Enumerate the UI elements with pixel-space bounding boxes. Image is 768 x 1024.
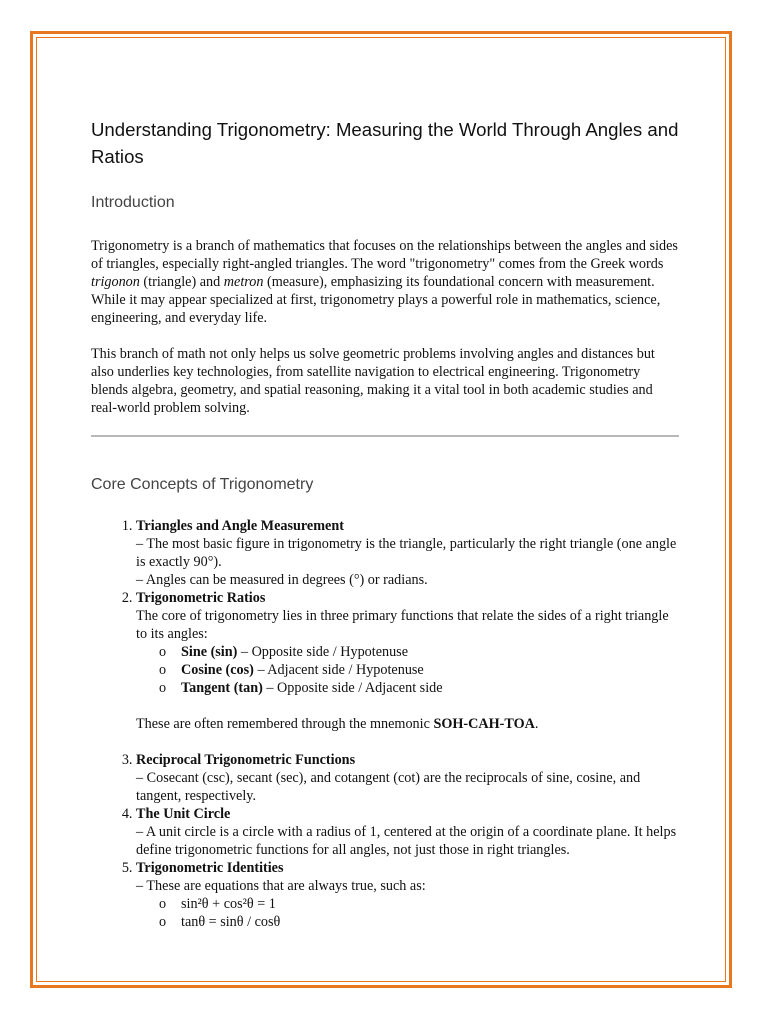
item-text: – The most basic figure in trigonometry is the triangle, particularly the right triangle (one angle is exactly 90°). — [136, 536, 677, 570]
core-concepts-list — [91, 517, 679, 931]
ratio-name: Sine (sin) — [181, 644, 238, 660]
document-body — [91, 116, 679, 931]
mnemonic-paragraph — [136, 715, 679, 733]
identities-list — [136, 895, 679, 931]
ratio-definition: – Opposite side / Hypotenuse — [237, 644, 408, 660]
item-text: The core of trigonometry lies in three primary functions that relate the sides of a right triangle to its angles: — [136, 608, 669, 642]
mnemonic-period: . — [534, 716, 539, 732]
mnemonic-text: These are often remembered through the mnemonic — [136, 716, 434, 732]
ratio-item — [159, 661, 679, 679]
ratio-name: Tangent (tan) — [181, 680, 263, 696]
list-item — [136, 517, 679, 589]
item-title: Reciprocal Trigonometric Functions — [136, 752, 356, 768]
intro-p1-em-metron: metron — [223, 274, 264, 290]
section-divider — [91, 435, 679, 437]
bullet-marker: o — [159, 680, 167, 696]
identity-item — [159, 895, 679, 913]
bullet-marker: o — [159, 896, 167, 912]
intro-p1-text-b: (triangle) and — [139, 274, 224, 290]
item-title: The Unit Circle — [136, 806, 231, 822]
intro-paragraph-2: This branch of math not only helps us solve geometric problems involving angles and distances but also underlies key technologies, from satellite navigation to electrical engineering. Trigonometry blends algebra, geometry, and spatial reasoning, making it a vital tool in both academic studies and real-world problem solving. — [91, 346, 655, 416]
document-title: Understanding Trigonometry: Measuring the World Through Angles and Ratios — [91, 119, 679, 167]
list-item — [136, 859, 679, 931]
core-concepts-heading: Core Concepts of Trigonometry — [91, 476, 314, 493]
list-item — [136, 589, 679, 733]
intro-p1-em-trigonon: trigonon — [91, 274, 140, 290]
list-item — [136, 805, 679, 859]
bullet-marker: o — [159, 644, 167, 660]
ratio-definition: – Opposite side / Adjacent side — [262, 680, 443, 696]
ratios-list — [136, 643, 679, 697]
ratio-name: Cosine (cos) — [181, 662, 254, 678]
item-text: – Cosecant (csc), secant (sec), and cotangent (cot) are the reciprocals of sine, cosine, and tangent, respectively. — [136, 770, 641, 804]
item-title: Trigonometric Ratios — [136, 590, 266, 606]
identity-text: tanθ = sinθ / cosθ — [181, 914, 281, 930]
introduction-heading: Introduction — [91, 194, 175, 211]
identity-item — [159, 913, 679, 931]
list-item — [136, 751, 679, 805]
identity-text: sin²θ + cos²θ = 1 — [181, 896, 276, 912]
bullet-marker: o — [159, 914, 167, 930]
ratio-item — [159, 679, 679, 697]
item-title: Trigonometric Identities — [136, 860, 284, 876]
ratio-definition: – Adjacent side / Hypotenuse — [253, 662, 424, 678]
item-text: – A unit circle is a circle with a radius of 1, centered at the origin of a coordinate plane. It helps define trigonometric functions for all angles, not just those in right triangles. — [136, 824, 677, 858]
intro-paragraph-1 — [91, 237, 679, 327]
mnemonic-term: SOH-CAH-TOA — [433, 716, 535, 732]
ratio-item — [159, 643, 679, 661]
bullet-marker: o — [159, 662, 167, 678]
item-text: – These are equations that are always true, such as: — [136, 878, 426, 894]
intro-p1-text-c: (measure), emphasizing its foundational concern with measurement. While it may appear specialized at first, trigonometry plays a powerful role in mathematics, science, engineering, and everyday life. — [91, 274, 661, 326]
intro-p1-text-a: Trigonometry is a branch of mathematics that focuses on the relationships between the angles and sides of triangles, especially right-angled triangles. The word "trigonometry" comes from the Greek words — [91, 238, 678, 272]
item-title: Triangles and Angle Measurement — [136, 518, 344, 534]
item-text: – Angles can be measured in degrees (°) or radians. — [136, 572, 428, 588]
